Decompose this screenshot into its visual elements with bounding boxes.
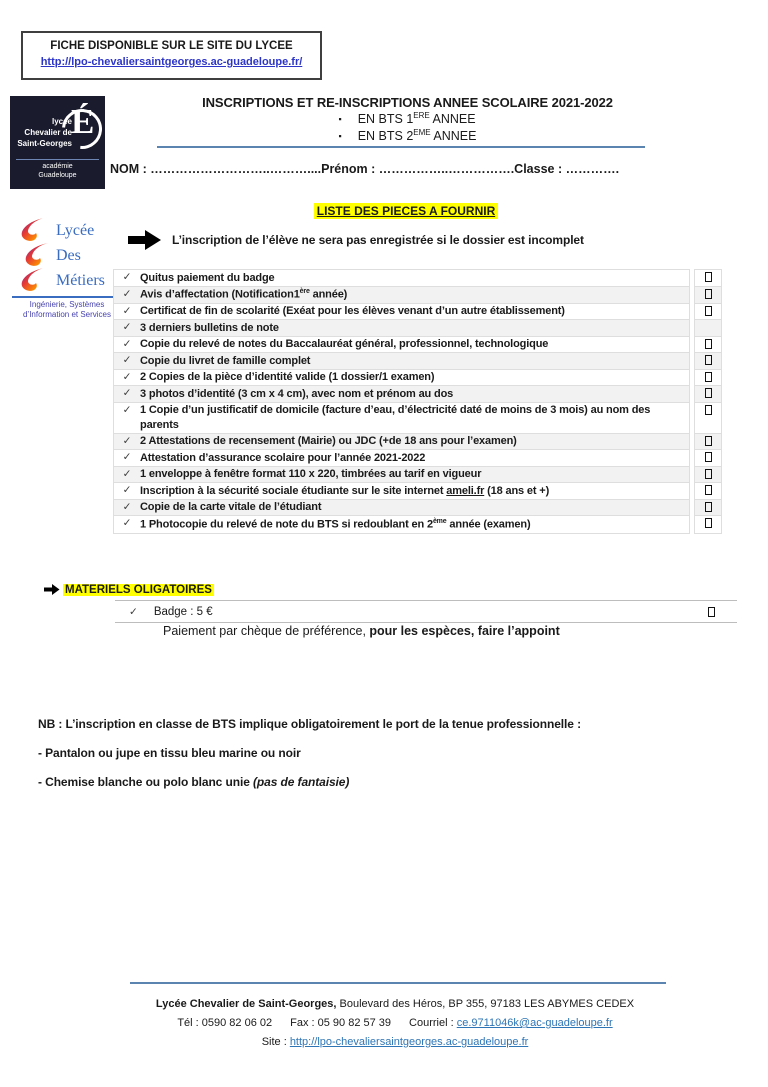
- check-icon: ✓: [122, 451, 132, 464]
- table-row: [113, 270, 725, 287]
- footer-contacts: Tél : 0590 82 06 02 Fax : 05 90 82 57 39 Courriel : ce.9711046k@ac-guadeloupe.fr: [177, 1016, 613, 1029]
- check-icon: ✓: [122, 500, 132, 513]
- table-row: [113, 386, 725, 403]
- check-icon: ✓: [122, 304, 132, 317]
- metiers-divider: [12, 296, 122, 298]
- table-row: [113, 287, 725, 304]
- warning-row: [128, 229, 584, 251]
- row-text: Quitus paiement du badge: [140, 271, 275, 284]
- checkbox[interactable]: [705, 339, 712, 349]
- row-text: 1 enveloppe à fenêtre format 110 x 220, timbrées au tarif en vigueur: [140, 468, 482, 481]
- row-text: 3 photos d’identité (3 cm x 4 cm), avec nom et prénom au dos: [140, 387, 454, 400]
- bts-bullet-1: ▪ EN BTS 1ERE ANNEE: [338, 111, 476, 127]
- footer-site-link[interactable]: http://lpo-chevaliersaintgeorges.ac-guadeloupe.fr: [289, 1035, 529, 1048]
- check-icon: ✓: [122, 354, 132, 367]
- academy-logo-school-name: lycée Chevalier de Saint-Georges: [17, 117, 72, 148]
- square-bullet-icon: ▪: [338, 114, 342, 125]
- notice-box: [21, 31, 322, 80]
- row-text: 1 Copie d’un justificatif de domicile (facture d’eau, d’électricité daté de moins de 3 mois) au nom des parents: [140, 404, 651, 431]
- academy-logo: [10, 96, 105, 189]
- table-row: [113, 450, 725, 467]
- checkbox[interactable]: [705, 502, 712, 512]
- page-title: INSCRIPTIONS ET RE-INSCRIPTIONS ANNEE SCOLAIRE 2021-2022: [202, 95, 613, 110]
- notice-title: FICHE DISPONIBLE SUR LE SITE DU LYCEE: [50, 40, 293, 52]
- metiers-subtitle: Ingénierie, Systèmes d’Information et Services: [22, 300, 112, 319]
- check-icon: ✓: [122, 321, 132, 334]
- checkbox[interactable]: [705, 469, 712, 479]
- academy-label: académie Guadeloupe: [38, 163, 77, 180]
- table-row: [113, 353, 725, 370]
- row-text: Certificat de fin de scolarité (Exéat pour les élèves venant d’un autre établissement): [140, 305, 565, 318]
- ameli-link[interactable]: ameli.fr: [446, 484, 485, 497]
- checkbox[interactable]: [705, 436, 712, 446]
- checkbox[interactable]: [705, 518, 712, 528]
- document-header: [135, 95, 680, 145]
- identity-line: NOM : ………………………..………....Prénom : ……………..…………….Classe : ………….: [110, 162, 620, 176]
- logo-divider: [16, 159, 99, 160]
- checkbox[interactable]: [705, 388, 712, 398]
- nb-block: [38, 717, 748, 804]
- checkbox[interactable]: [705, 355, 712, 365]
- row-text: Inscription à la sécurité sociale étudiante sur le site internet ameli.fr (18 ans et +): [140, 484, 550, 497]
- checkbox[interactable]: [705, 405, 712, 415]
- check-icon: ✓: [122, 403, 132, 416]
- empty-checkbox-cell: [694, 319, 722, 337]
- table-row: [113, 467, 725, 484]
- metiers-title: Lycée Des Métiers: [56, 222, 105, 289]
- checklist-table: [113, 270, 725, 534]
- nb-heading: NB : L’inscription en classe de BTS implique obligatoirement le port de la tenue professionnelle :: [38, 717, 581, 731]
- row-text: Copie du relevé de notes du Baccalauréat général, professionnel, technologique: [140, 338, 549, 351]
- bts-bullet-list: [339, 111, 477, 144]
- table-row: [113, 320, 725, 337]
- row-text: 1 Photocopie du relevé de note du BTS si redoublant en 2ème année (examen): [140, 517, 531, 531]
- footer-divider: [130, 982, 666, 984]
- footer-site: Site : http://lpo-chevaliersaintgeorges.ac-guadeloupe.fr: [261, 1035, 529, 1048]
- row-text: 2 Attestations de recensement (Mairie) ou JDC (+de 18 ans pour l’examen): [140, 435, 517, 448]
- check-icon: ✓: [122, 370, 132, 383]
- checkbox[interactable]: [708, 607, 715, 617]
- footer: [40, 995, 750, 1052]
- nb-item-chemise: - Chemise blanche ou polo blanc unie (pas de fantaisie): [38, 775, 350, 789]
- footer-address: Lycée Chevalier de Saint-Georges, Boulevard des Héros, BP 355, 97183 LES ABYMES CEDEX: [155, 998, 635, 1010]
- checkbox[interactable]: [705, 372, 712, 382]
- row-text: 3 derniers bulletins de note: [140, 321, 279, 334]
- badge-label: Badge : 5 €: [153, 605, 213, 618]
- row-text: Attestation d’assurance scolaire pour l’année 2021-2022: [140, 451, 426, 464]
- checkbox[interactable]: [705, 452, 712, 462]
- table-row: [113, 304, 725, 321]
- table-row: [113, 483, 725, 500]
- check-icon: ✓: [122, 271, 132, 283]
- small-right-arrow-icon: [44, 583, 60, 596]
- table-row: [113, 500, 725, 517]
- payment-note: Paiement par chèque de préférence, pour les espèces, faire l’appoint: [163, 624, 560, 638]
- table-row: [113, 403, 725, 434]
- lycee-des-metiers-logo: [12, 217, 122, 320]
- check-icon: ✓: [122, 387, 132, 400]
- check-icon: ✓: [122, 517, 132, 530]
- table-row: [113, 434, 725, 451]
- badge-row: [115, 600, 737, 623]
- lycee-site-link[interactable]: http://lpo-chevaliersaintgeorges.ac-guadeloupe.fr/: [40, 56, 303, 68]
- nb-item-pantalon: - Pantalon ou jupe en tissu bleu marine ou noir: [38, 746, 301, 760]
- table-row: [113, 370, 725, 387]
- table-row: [113, 337, 725, 354]
- check-icon: ✓: [122, 434, 132, 447]
- checkbox[interactable]: [705, 306, 712, 316]
- table-row: [113, 516, 725, 533]
- warning-text: L’inscription de l’élève ne sera pas enregistrée si le dossier est incomplet: [172, 233, 584, 247]
- footer-email-link[interactable]: ce.9711046k@ac-guadeloupe.fr: [456, 1016, 613, 1029]
- check-icon: ✓: [122, 484, 132, 497]
- section-title-pieces: LISTE DES PIECES A FOURNIR: [314, 203, 498, 219]
- title-underline: [157, 146, 645, 148]
- row-text: Copie de la carte vitale de l’étudiant: [140, 501, 322, 514]
- education-nationale-icon: É: [62, 109, 102, 149]
- square-bullet-icon: ▪: [338, 130, 342, 141]
- metiers-swirl-icon: [12, 217, 52, 295]
- check-icon: ✓: [129, 605, 138, 618]
- row-text: Avis d’affectation (Notification1ère année): [140, 288, 348, 301]
- checkbox[interactable]: [705, 289, 712, 299]
- row-text: Copie du livret de famille complet: [140, 354, 311, 367]
- bts-bullet-2: ▪ EN BTS 2EME ANNEE: [338, 127, 477, 143]
- checkbox[interactable]: [705, 272, 712, 282]
- materials-section-heading: [44, 583, 214, 596]
- big-right-arrow-icon: [128, 229, 161, 251]
- row-text: 2 Copies de la pièce d’identité valide (1 dossier/1 examen): [140, 371, 435, 384]
- check-icon: ✓: [122, 337, 132, 350]
- checkbox[interactable]: [705, 485, 712, 495]
- check-icon: ✓: [122, 287, 132, 300]
- check-icon: ✓: [122, 467, 132, 480]
- materials-title: MATERIELS OLIGATOIRES: [65, 583, 212, 596]
